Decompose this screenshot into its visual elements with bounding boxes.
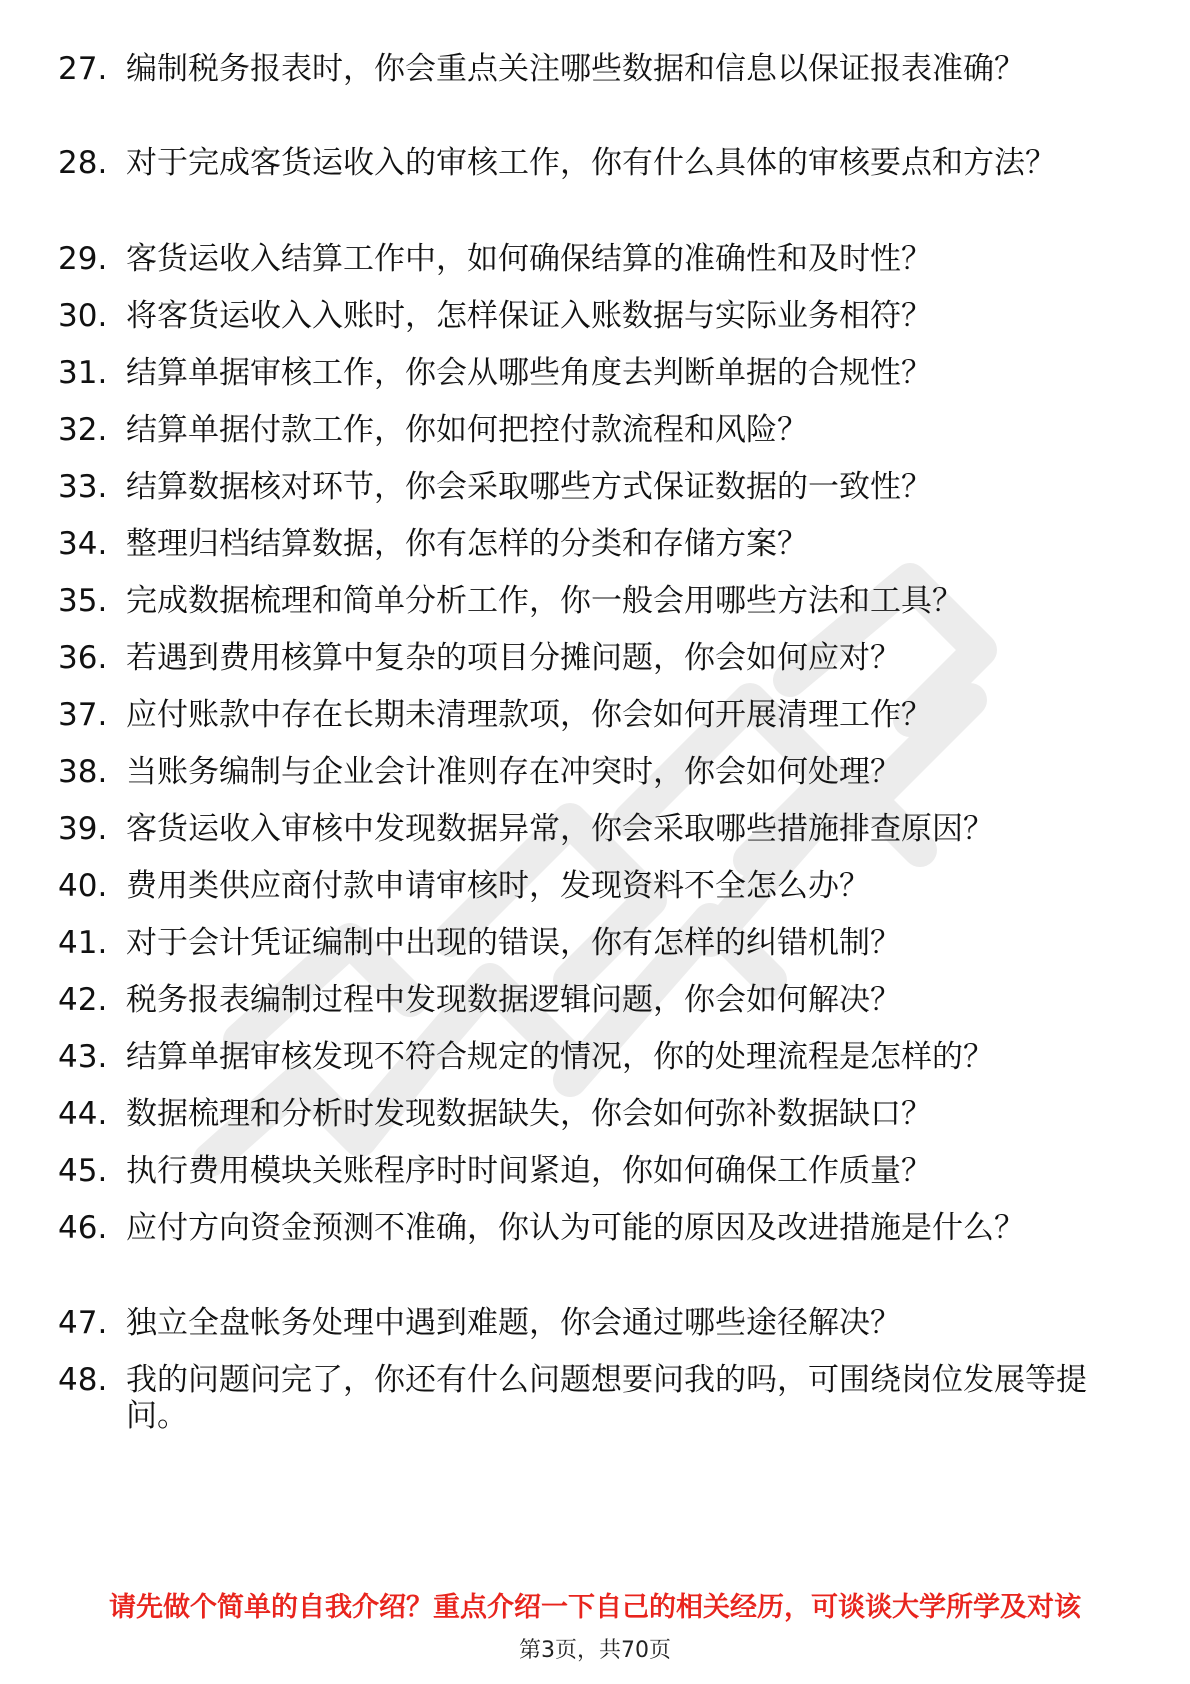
question-text: 当账务编制与企业会计准则存在冲突时，你会如何处理？ — [126, 754, 901, 790]
question-item-28 — [58, 145, 1128, 181]
question-text: 结算单据审核发现不符合规定的情况，你的处理流程是怎样的？ — [126, 1039, 994, 1075]
question-number: 48. — [58, 1362, 108, 1398]
question-text: 结算数据核对环节，你会采取哪些方式保证数据的一致性？ — [126, 469, 932, 505]
question-text: 独立全盘帐务处理中遇到难题，你会通过哪些途径解决？ — [126, 1305, 901, 1341]
question-text: 若遇到费用核算中复杂的项目分摊问题，你会如何应对？ — [126, 640, 901, 676]
question-item-40 — [58, 868, 1128, 904]
question-text: 税务报表编制过程中发现数据逻辑问题，你会如何解决？ — [126, 982, 901, 1018]
question-number: 38. — [58, 754, 108, 790]
question-item-47 — [58, 1305, 1128, 1341]
question-item-29 — [58, 241, 1128, 277]
question-item-45 — [58, 1153, 1128, 1189]
question-item-38 — [58, 754, 1128, 790]
question-item-33 — [58, 469, 1128, 505]
question-text: 费用类供应商付款申请审核时，发现资料不全怎么办？ — [126, 868, 870, 904]
question-text: 执行费用模块关账程序时时间紧迫，你如何确保工作质量？ — [126, 1153, 932, 1189]
question-number: 27. — [58, 51, 108, 87]
question-item-48 — [58, 1362, 1128, 1434]
question-item-44 — [58, 1096, 1128, 1132]
question-number: 40. — [58, 868, 108, 904]
question-item-34 — [58, 526, 1128, 562]
question-item-32 — [58, 412, 1128, 448]
question-number: 28. — [58, 145, 108, 181]
question-text: 对于完成客货运收入的审核工作，你有什么具体的审核要点和方法？ — [126, 145, 1056, 181]
question-text: 完成数据梳理和简单分析工作，你一般会用哪些方法和工具？ — [126, 583, 963, 619]
question-text: 我的问题问完了，你还有什么问题想要问我的吗，可围绕岗位发展等提问。 — [126, 1362, 1087, 1434]
question-number: 31. — [58, 355, 108, 391]
question-number: 35. — [58, 583, 108, 619]
question-text: 结算单据审核工作，你会从哪些角度去判断单据的合规性？ — [126, 355, 932, 391]
question-item-36 — [58, 640, 1128, 676]
question-text: 结算单据付款工作，你如何把控付款流程和风险？ — [126, 412, 808, 448]
question-item-31 — [58, 355, 1128, 391]
question-item-35 — [58, 583, 1128, 619]
question-number: 30. — [58, 298, 108, 334]
question-item-27 — [58, 51, 1128, 87]
question-number: 37. — [58, 697, 108, 733]
question-item-39 — [58, 811, 1128, 847]
question-text: 对于会计凭证编制中出现的错误，你有怎样的纠错机制？ — [126, 925, 901, 961]
question-item-41 — [58, 925, 1128, 961]
question-number: 46. — [58, 1210, 108, 1246]
question-number: 41. — [58, 925, 108, 961]
question-text: 应付方向资金预测不准确，你认为可能的原因及改进措施是什么？ — [126, 1210, 1025, 1246]
question-number: 42. — [58, 982, 108, 1018]
question-number: 47. — [58, 1305, 108, 1341]
footer-banner: 请先做个简单的自我介绍？重点介绍一下自己的相关经历，可谈谈大学所学及对该 — [109, 1592, 1081, 1623]
question-number: 29. — [58, 241, 108, 277]
question-text: 应付账款中存在长期未清理款项，你会如何开展清理工作？ — [126, 697, 932, 733]
question-number: 36. — [58, 640, 108, 676]
question-item-46 — [58, 1210, 1128, 1246]
question-number: 45. — [58, 1153, 108, 1189]
question-item-43 — [58, 1039, 1128, 1075]
question-item-42 — [58, 982, 1128, 1018]
question-number: 43. — [58, 1039, 108, 1075]
question-text: 数据梳理和分析时发现数据缺失，你会如何弥补数据缺口？ — [126, 1096, 932, 1132]
question-text: 客货运收入结算工作中，如何确保结算的准确性和及时性？ — [126, 241, 932, 277]
question-text: 整理归档结算数据，你有怎样的分类和存储方案？ — [126, 526, 808, 562]
question-item-37 — [58, 697, 1128, 733]
question-text: 客货运收入审核中发现数据异常，你会采取哪些措施排查原因？ — [126, 811, 994, 847]
question-item-30 — [58, 298, 1128, 334]
question-number: 39. — [58, 811, 108, 847]
question-number: 33. — [58, 469, 108, 505]
question-number: 34. — [58, 526, 108, 562]
question-text: 将客货运收入入账时，怎样保证入账数据与实际业务相符？ — [126, 298, 932, 334]
question-text: 编制税务报表时，你会重点关注哪些数据和信息以保证报表准确？ — [126, 51, 1025, 87]
question-number: 44. — [58, 1096, 108, 1132]
page-number: 第3页，共70页 — [519, 1638, 671, 1663]
question-number: 32. — [58, 412, 108, 448]
